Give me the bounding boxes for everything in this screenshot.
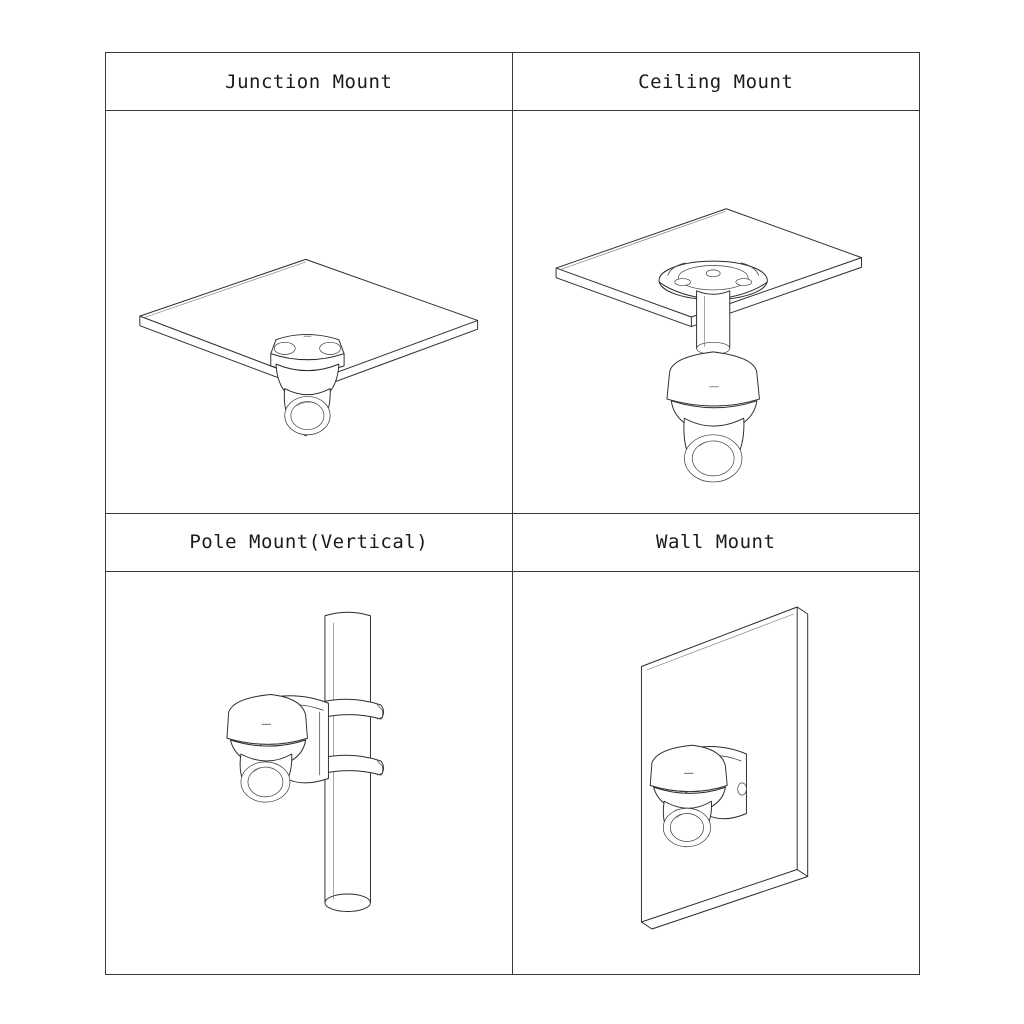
camera-body — [227, 694, 308, 802]
cell-title-junction-mount: Junction Mount — [225, 70, 393, 93]
cell-body-pole-mount-vertical — [106, 572, 512, 975]
cell-wall-mount — [513, 514, 920, 975]
cell-pole-mount-vertical — [106, 514, 513, 975]
wall-mount-illustration — [513, 572, 920, 975]
cell-header-pole-mount-vertical — [106, 514, 512, 572]
ceiling-mount-illustration — [513, 111, 920, 513]
pole-mount-illustration — [106, 572, 512, 975]
cell-body-junction-mount — [106, 111, 512, 513]
junction-mount-illustration — [106, 111, 512, 513]
camera-body — [271, 334, 344, 435]
mounting-plate — [659, 261, 767, 299]
cell-title-wall-mount: Wall Mount — [656, 531, 776, 553]
cell-header-wall-mount — [513, 514, 920, 572]
cell-body-ceiling-mount — [513, 111, 920, 513]
cell-ceiling-mount — [513, 53, 920, 514]
cell-junction-mount — [106, 53, 513, 514]
camera-body — [650, 745, 727, 847]
mount-options-grid — [105, 52, 920, 975]
cell-title-ceiling-mount: Ceiling Mount — [638, 70, 794, 93]
cell-title-pole-mount-vertical: Pole Mount(Vertical) — [189, 531, 429, 553]
cell-header-junction-mount — [106, 53, 512, 111]
cell-body-wall-mount — [513, 572, 920, 975]
cell-header-ceiling-mount — [513, 53, 920, 111]
pendant-tube — [696, 291, 729, 355]
camera-body — [666, 352, 759, 482]
